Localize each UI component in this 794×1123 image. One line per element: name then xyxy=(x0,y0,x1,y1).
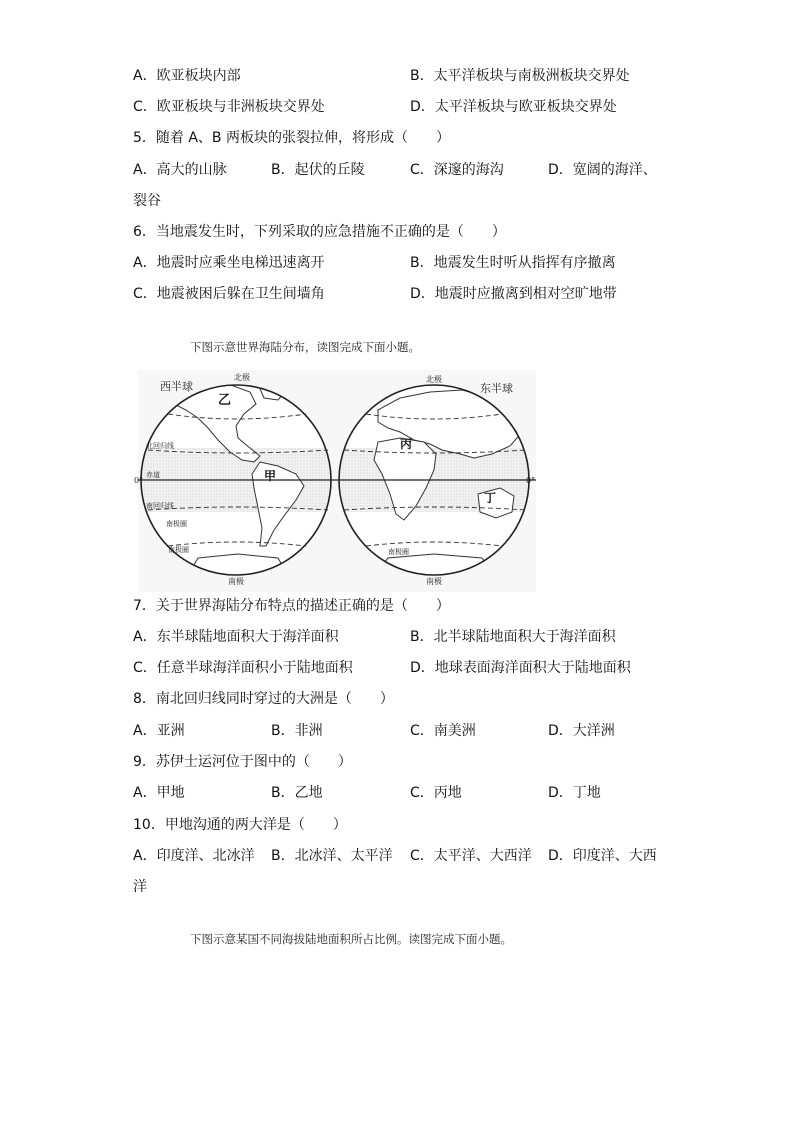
antarctic-circle-label-east: 南极圈 xyxy=(388,548,409,556)
q10-option-c: C．太平洋、大西洋 xyxy=(410,848,532,864)
south-pole-label-west: 南极 xyxy=(228,577,244,586)
q9-option-b: B．乙地 xyxy=(271,785,323,801)
q6-option-b: B．地震发生时听从指挥有序撤离 xyxy=(410,255,616,271)
q9-stem: 9．苏伊士运河位于图中的（ ） xyxy=(133,754,352,770)
q4-option-c: C．欧亚板块与非洲板块交界处 xyxy=(133,99,325,115)
q6-option-d: D．地震时应撤离到相对空旷地带 xyxy=(410,286,617,302)
zero-degree-left: 0° xyxy=(134,476,144,485)
q5-option-b: B．起伏的丘陵 xyxy=(271,162,365,178)
q8-option-b: B．非洲 xyxy=(271,723,323,739)
q9-option-a: A．甲地 xyxy=(133,785,185,801)
north-pole-label-west: 北极 xyxy=(234,373,250,382)
q5-option-c: C．深邃的海沟 xyxy=(410,162,504,178)
q6-option-a: A．地震时应乘坐电梯迅速离开 xyxy=(133,255,325,271)
zero-degree-right: 0° xyxy=(526,476,536,485)
q8-option-c: C．南美洲 xyxy=(410,723,476,739)
q10-option-d-continued: 洋 xyxy=(133,879,147,895)
east-hemisphere-title: 东半球 xyxy=(480,382,513,395)
label-bing: 丙 xyxy=(400,437,413,451)
north-pole-label-east: 北极 xyxy=(426,375,442,384)
q10-stem: 10．甲地沟通的两大洋是（ ） xyxy=(133,817,347,833)
q7-option-a: A．东半球陆地面积大于海洋面积 xyxy=(133,629,339,645)
q7-option-c: C．任意半球海洋面积小于陆地面积 xyxy=(133,660,353,676)
map-caption: 下图示意世界海陆分布，读图完成下面小题。 xyxy=(190,340,420,354)
q4-option-d: D．太平洋板块与欧亚板块交界处 xyxy=(410,99,617,115)
q4-option-b: B．太平洋板块与南极洲板块交界处 xyxy=(410,68,630,84)
south-pole-label-east: 南极 xyxy=(426,577,442,586)
q5-option-d: D．宽阔的海洋、 xyxy=(548,162,657,178)
q9-option-d: D．丁地 xyxy=(548,785,601,801)
label-yi: 乙 xyxy=(218,393,232,408)
west-hemisphere-title: 西半球 xyxy=(160,380,193,393)
q8-option-a: A．亚洲 xyxy=(133,723,185,739)
hemisphere-map xyxy=(134,370,536,592)
tropic-south-label: 南回归线 xyxy=(146,502,174,510)
q6-stem: 6．当地震发生时，下列采取的应急措施不正确的是（ ） xyxy=(133,224,506,240)
label-ding: 丁 xyxy=(484,491,497,505)
q8-stem: 8．南北回归线同时穿过的大洲是（ ） xyxy=(133,691,394,707)
equator-label: 赤道 xyxy=(146,471,160,479)
q10-option-a: A．印度洋、北冰洋 xyxy=(133,848,255,864)
q7-option-d: D．地球表面海洋面积大于陆地面积 xyxy=(410,660,631,676)
q10-option-b: B．北冰洋、太平洋 xyxy=(271,848,393,864)
chart-caption: 下图示意某国不同海拔陆地面积所占比例。读图完成下面小题。 xyxy=(190,932,512,946)
q7-option-b: B．北半球陆地面积大于海洋面积 xyxy=(410,629,616,645)
label-jia: 甲 xyxy=(264,469,277,483)
q8-option-d: D．大洋洲 xyxy=(548,723,615,739)
tropic-north-label: 北回归线 xyxy=(146,442,174,450)
antarctic-circle-label: 南极圈 xyxy=(166,520,187,528)
q7-stem: 7．关于世界海陆分布特点的描述正确的是（ ） xyxy=(133,598,450,614)
q5-stem: 5．随着 A、B 两板块的张裂拉伸，将形成（ ） xyxy=(133,130,450,146)
q9-option-c: C．丙地 xyxy=(410,785,462,801)
q4-option-a: A．欧亚板块内部 xyxy=(133,68,241,84)
q5-option-d-continued: 裂谷 xyxy=(133,193,161,209)
q6-option-c: C．地震被困后躲在卫生间墙角 xyxy=(133,286,325,302)
antarctic-circle-label-2: 南极圈 xyxy=(168,546,189,554)
q5-option-a: A．高大的山脉 xyxy=(133,162,227,178)
q10-option-d: D．印度洋、大西 xyxy=(548,848,657,864)
